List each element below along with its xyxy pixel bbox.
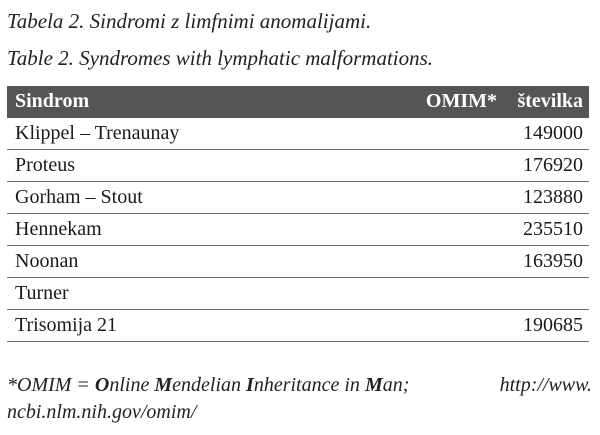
footnote-prefix: *OMIM = <box>7 374 95 396</box>
footnote-letter-m2: M <box>364 374 383 396</box>
table-footnote <box>7 372 592 426</box>
syndrome-name: Turner <box>15 282 69 304</box>
table-row <box>7 118 589 150</box>
omim-number: 176920 <box>523 154 583 176</box>
syndrome-name: Klippel – Trenaunay <box>15 122 180 144</box>
syndromes-table <box>7 86 589 342</box>
header-stevilka: številka <box>517 90 583 112</box>
footnote-text: nline <box>109 374 155 396</box>
table-row <box>7 310 589 342</box>
syndrome-name: Proteus <box>15 154 75 176</box>
table-row <box>7 214 589 246</box>
table-header-row <box>7 86 589 118</box>
header-omim: OMIM* <box>425 90 497 112</box>
table-row <box>7 150 589 182</box>
footnote-letter-i: I <box>246 374 254 396</box>
table-row <box>7 182 589 214</box>
footnote-text: endelian <box>172 374 247 396</box>
omim-number: 235510 <box>523 218 583 240</box>
table-row <box>7 278 589 310</box>
footnote-letter-o: O <box>94 374 110 396</box>
syndrome-name: Gorham – Stout <box>15 186 143 208</box>
footnote-url-part2[interactable]: ncbi.nlm.nih.gov/omim/ <box>7 401 197 423</box>
table-row <box>7 246 589 278</box>
omim-number: 163950 <box>523 250 583 272</box>
footnote-letter-m: M <box>154 374 173 396</box>
table-caption-english: Table 2. Syndromes with lymphatic malformations. <box>7 46 434 70</box>
omim-number: 123880 <box>523 186 583 208</box>
syndrome-name: Noonan <box>15 250 79 272</box>
footnote-text: an; <box>382 374 410 396</box>
header-sindrom: Sindrom <box>15 90 90 112</box>
omim-number: 190685 <box>523 314 583 336</box>
syndrome-name: Hennekam <box>15 218 102 240</box>
syndrome-name: Trisomija 21 <box>15 314 118 336</box>
footnote-url-part1[interactable]: http://www. <box>499 374 592 396</box>
footnote-text: nheritance in <box>253 374 365 396</box>
omim-number: 149000 <box>523 122 583 144</box>
table-caption-slovenian: Tabela 2. Sindromi z limfnimi anomalijami. <box>7 9 372 33</box>
